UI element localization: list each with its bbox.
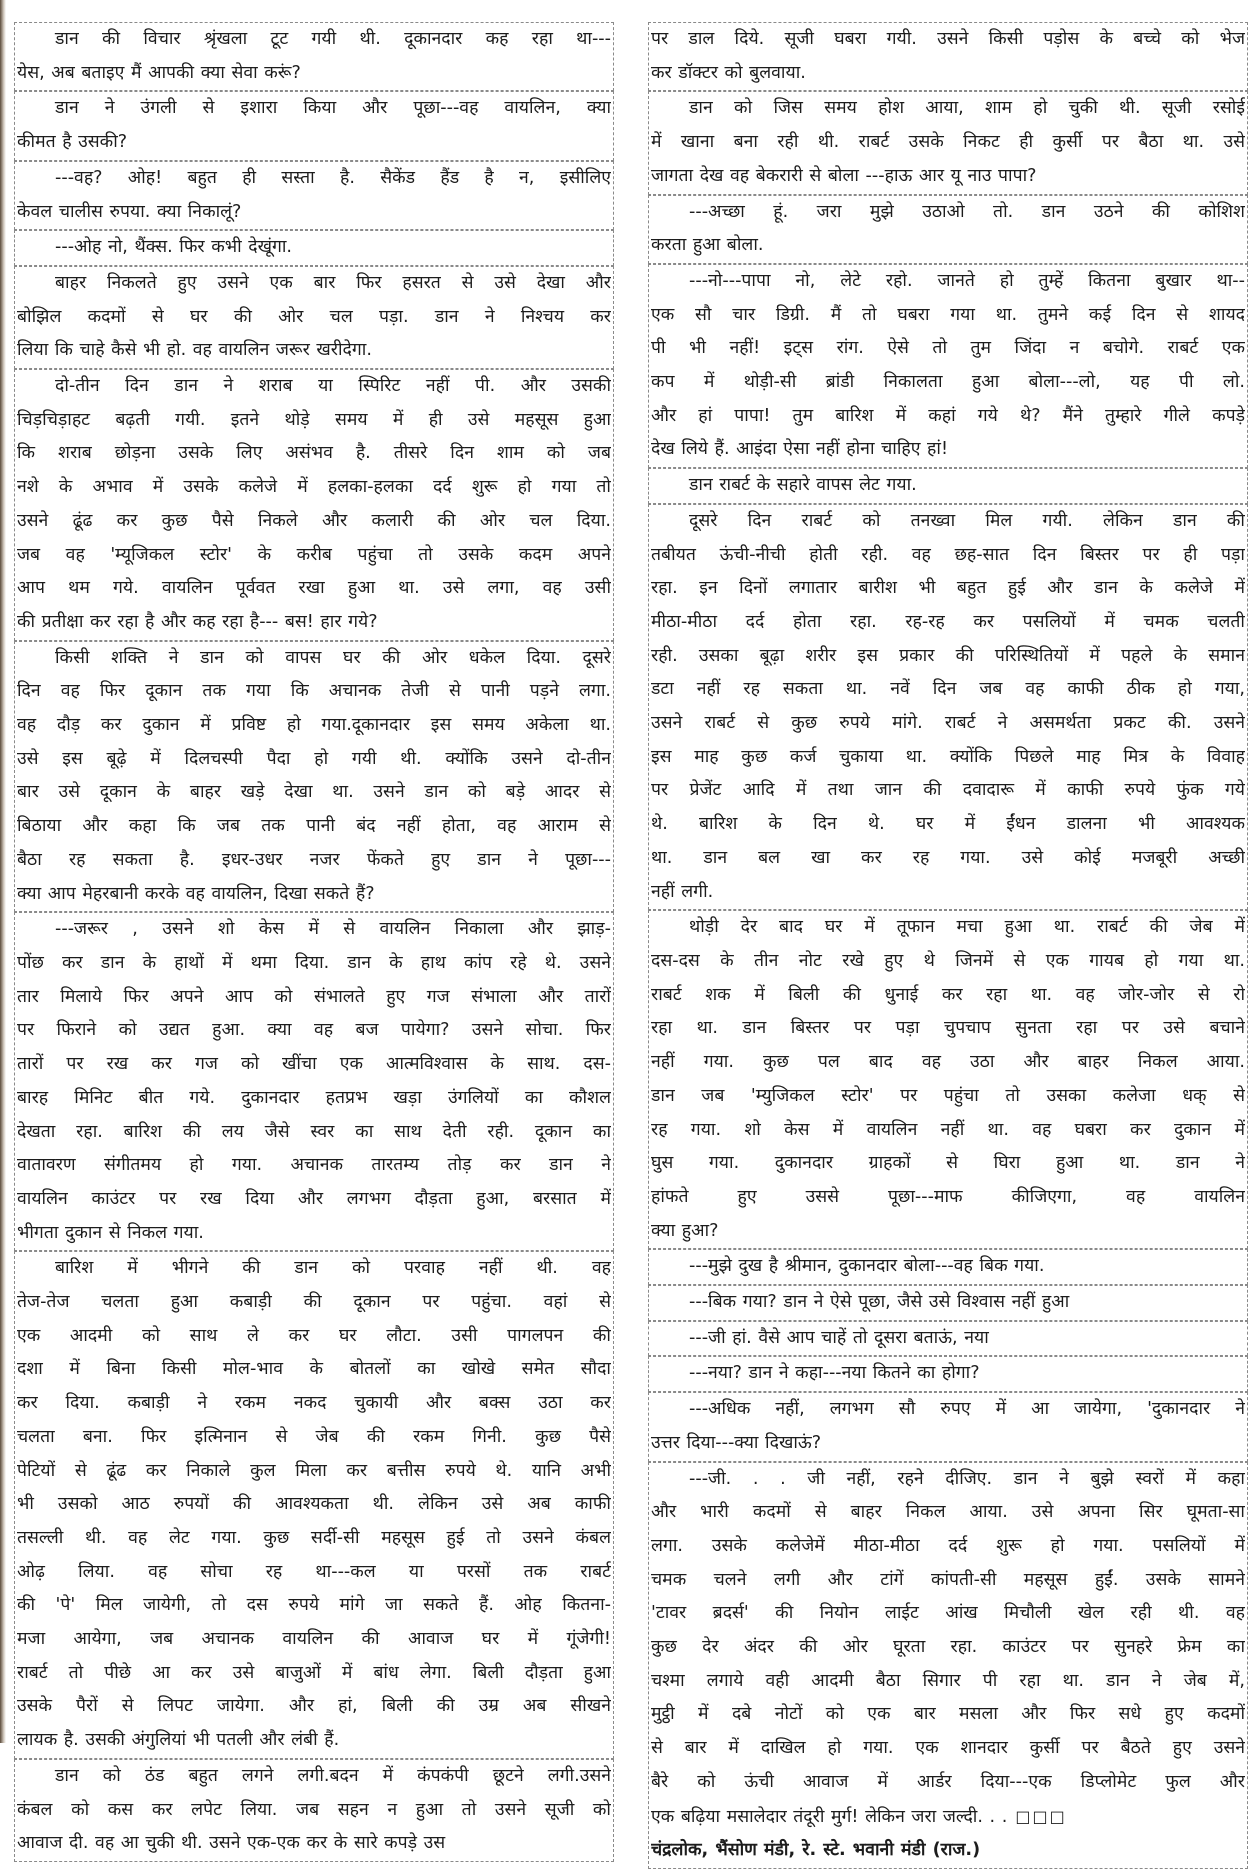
text-line: डान जब 'म्युजिकल स्टोर' पर पहुंचा तो उसका कलेजा धक् से bbox=[651, 1085, 1245, 1106]
right-column bbox=[648, 0, 1248, 1869]
text-line: लायक है. उसकी अंगुलियां भी पतली और लंबी हैं. bbox=[17, 1730, 340, 1751]
text-line: ---नया? डान ने कहा---नया कितने का होगा? bbox=[689, 1363, 980, 1384]
text-line: एक आदमी को साथ ले कर घर लौटा. उसी पागलपन की bbox=[17, 1325, 611, 1346]
text-line: कंबल को कस कर लपेट लिया. जब सहन न हुआ तो उसने सूजी को bbox=[17, 1799, 611, 1820]
text-line: बार उसे दूकान के बाहर खड़े देखा था. उसने डान को बड़े आदर से bbox=[17, 782, 611, 803]
text-line: तेज-तेज चलता हुआ कबाड़ी की दूकान पर पहुंचा. वहां से bbox=[17, 1292, 611, 1313]
text-paragraph bbox=[14, 641, 614, 913]
text-line: पर डाल दिये. सूजी घबरा गयी. उसने किसी पड़ोस के बच्चे को भेज bbox=[651, 29, 1245, 49]
text-line: डान को ठंड बहुत लगने लगी.बदन में कंपकंपी छूटने लगी.उसने bbox=[55, 1765, 611, 1786]
text-line: कर दिया. कबाड़ी ने रकम नकद चुकायी और बक्स उठा कर bbox=[17, 1393, 611, 1414]
text-line: नहीं गया. कुछ पल बाद वह उठा और बाहर निकल आया. bbox=[651, 1052, 1245, 1073]
text-line: ---जरूर , उसने शो केस में से वायलिन निकाला और झाड़- bbox=[55, 919, 611, 940]
text-line: केवल चालीस रुपया. क्या निकालूं? bbox=[17, 201, 242, 222]
text-paragraph bbox=[14, 230, 614, 266]
text-line: येस, अब बताइए मैं आपकी क्या सेवा करूं? bbox=[17, 62, 301, 83]
text-paragraph bbox=[14, 91, 614, 160]
text-paragraph bbox=[648, 91, 1248, 194]
text-paragraph bbox=[648, 264, 1248, 468]
text-line: पेटियों से ढूंढ कर निकाले कुल मिला कर बत्तीस रुपये थे. यानि अभी bbox=[17, 1460, 611, 1481]
text-paragraph bbox=[648, 504, 1248, 910]
text-line: कीमत है उसकी? bbox=[17, 132, 128, 153]
text-line: बैठा रह सकता है. इधर-उधर नजर फेंकते हुए डान ने पूछा--- bbox=[17, 849, 611, 870]
text-line: रहा. इन दिनों लगातार बारीश भी बहुत हुई और डान के कलेजे में bbox=[651, 578, 1245, 599]
text-line: राबर्ट तो पीछे आ कर उसे बाजुओं में बांध लेगा. बिली दौड़ता हुआ bbox=[17, 1662, 611, 1683]
text-line: बिठाया और कहा कि जब तक पानी बंद नहीं होता, वह आराम से bbox=[17, 816, 611, 837]
author-address: चंद्रलोक, भैंसोण मंडी, रे. स्टे. भवानी मंडी (राज.) bbox=[651, 1840, 981, 1861]
text-line: ओढ़ लिया. वह सोचा रह था---कल या परसों तक राबर्ट bbox=[17, 1561, 611, 1582]
text-line: वायलिन काउंटर पर रख दिया और लगभग दौड़ता हुआ, बरसात में bbox=[17, 1188, 611, 1209]
text-paragraph bbox=[648, 1249, 1248, 1285]
text-paragraph bbox=[14, 161, 614, 230]
text-paragraph bbox=[14, 1251, 614, 1759]
text-line: कुछ देर अंदर की ओर घूरता रहा. काउंटर पर सुनहरे फ्रेम का bbox=[651, 1637, 1245, 1658]
text-line: से बार में दाखिल हो गया. एक शानदार कुर्सी पर बैठते हुए उसने bbox=[651, 1738, 1245, 1759]
text-line: तारों पर रख कर गज को खींचा एक आत्मविश्वास के साथ. दस- bbox=[17, 1054, 611, 1075]
text-line: की प्रतीक्षा कर रहा है और कह रहा है--- बस! हार गये? bbox=[17, 611, 378, 632]
text-paragraph bbox=[648, 22, 1248, 91]
text-line: 'टावर ब्रदर्स' की नियोन लाईट आंख मिचौली खेल रही थी. वह bbox=[651, 1603, 1245, 1624]
text-line: दो-तीन दिन डान ने शराब या स्पिरिट नहीं पी. और उसकी bbox=[55, 376, 611, 397]
text-line: पर फिराने को उद्यत हुआ. क्या वह बज पायेगा? उसने सोचा. फिर bbox=[17, 1020, 611, 1041]
text-paragraph bbox=[648, 468, 1248, 504]
text-line: चलता बना. फिर इत्मिनान से जेब की रकम गिनी. कुछ पैसे bbox=[17, 1426, 611, 1447]
text-line: डान को जिस समय होश आया, शाम हो चुकी थी. सूजी रसोई bbox=[689, 98, 1245, 119]
text-line: डान की विचार श्रृंखला टूट गयी थी. दूकानदार कह रहा था--- bbox=[55, 29, 611, 49]
text-line: बोझिल कदमों से घर की ओर चल पड़ा. डान ने निश्चय कर bbox=[17, 306, 611, 327]
text-line: उत्तर दिया---क्या दिखाऊं? bbox=[651, 1432, 822, 1453]
text-line: दशा में बिना किसी मोल-भाव के बोतलों का खोखे समेत सौदा bbox=[17, 1359, 611, 1380]
text-line: उसे इस बूढ़े में दिलचस्पी पैदा हो गयी थी. क्योंकि उसने दो-तीन bbox=[17, 748, 611, 769]
text-paragraph bbox=[648, 910, 1248, 1249]
text-line: चमक चलने लगी और टांगें कांपती-सी महसूस हुईं. उसके सामने bbox=[651, 1569, 1245, 1590]
text-line: कप में थोड़ी-सी ब्रांडी निकालता हुआ बोला---लो, यह पी लो. bbox=[651, 372, 1245, 393]
text-line: देखता रहा. बारिश की लय जैसे स्वर का साथ देती रही. दूकान का bbox=[17, 1121, 611, 1142]
text-line: मुट्ठी में दबे नोटों को एक बार मसला और फिर सधे हुए कदमों bbox=[651, 1704, 1245, 1725]
text-line: डटा नहीं रह सकता था. नवें दिन जब वह काफी ठीक हो गया, bbox=[651, 679, 1245, 700]
text-paragraph bbox=[648, 1392, 1248, 1461]
text-line: भी उसको आठ रुपयों की आवश्यकता थी. लेकिन उसे अब काफी bbox=[17, 1494, 611, 1515]
text-line: जागता देख वह बेकरारी से बोला ---हाऊ आर यू नाउ पापा? bbox=[651, 165, 1037, 186]
text-line: चिड़चिड़ाहट बढ़ती गयी. इतने थोड़े समय में ही उसे महसूस हुआ bbox=[17, 409, 611, 430]
text-line: लगा. उसके कलेजेमें मीठा-मीठा दर्द शुरू हो गया. पसलियों में bbox=[651, 1535, 1245, 1556]
text-line: में खाना बना रही थी. राबर्ट उसके निकट ही कुर्सी पर बैठा था. उसे bbox=[651, 132, 1245, 153]
text-line: रह गया. शो केस में वायलिन नहीं था. वह घबरा कर दुकान में bbox=[651, 1119, 1245, 1140]
end-mark: □□□ bbox=[1007, 1806, 1067, 1826]
text-paragraph bbox=[648, 1321, 1248, 1357]
text-paragraph bbox=[648, 195, 1248, 264]
text-line: तसल्ली थी. वह लेट गया. कुछ सर्दी-सी महसूस हुई तो उसने कंबल bbox=[17, 1527, 611, 1548]
text-line: कि शराब छोड़ना उसके लिए असंभव है. तीसरे दिन शाम को जब bbox=[17, 443, 611, 464]
text-line: आवाज दी. वह आ चुकी थी. उसने एक-एक कर के सारे कपड़े उस bbox=[17, 1833, 446, 1854]
text-line: डान ने उंगली से इशारा किया और पूछा---वह वायलिन, क्या bbox=[55, 98, 611, 119]
text-line: वातावरण संगीतमय हो गया. अचानक तारतम्य तोड़ कर डान ने bbox=[17, 1155, 611, 1176]
text-line: ---जी. . . जी नहीं, रहने दीजिए. डान ने बुझे स्वरों में कहा bbox=[689, 1468, 1245, 1489]
text-line: था. डान बल खा कर रह गया. उसे कोई मजबूरी अच्छी bbox=[651, 847, 1245, 868]
text-line: बैरे को ऊंची आवाज में आर्डर दिया---एक डिप्लोमेट फुल और bbox=[651, 1771, 1245, 1792]
text-line: घुस गया. दुकानदार ग्राहकों से घिरा हुआ था. डान ने bbox=[651, 1153, 1245, 1174]
text-line: भीगता दुकान से निकल गया. bbox=[17, 1222, 204, 1243]
text-line: ---बिक गया? डान ने ऐसे पूछा, जैसे उसे विश्वास नहीं हुआ bbox=[689, 1292, 1070, 1313]
text-paragraph bbox=[14, 912, 614, 1251]
text-line: मीठा-मीठा दर्द होता रहा. रह-रह कर पसलियों में चमक चलती bbox=[651, 611, 1245, 632]
text-line: पोंछ कर डान के हाथों में थमा दिया. डान के हाथ कांप रहे थे. उसने bbox=[17, 952, 611, 973]
text-line: दस-दस के तीन नोट रखे हुए थे जिनमें से एक गायब हो गया था. bbox=[651, 950, 1245, 971]
text-line: आप थम गये. वायलिन पूर्ववत रखा हुआ था. उसे लगा, वह उसी bbox=[17, 578, 611, 599]
text-line: वह दौड़ कर दुकान में प्रविष्ट हो गया.दूकानदार इस समय अकेला था. bbox=[17, 715, 611, 736]
text-paragraph bbox=[14, 266, 614, 369]
text-line: इस माह कुछ कर्ज चुकाया था. क्योंकि पिछले माह मित्र के विवाह bbox=[651, 746, 1245, 767]
text-paragraph bbox=[648, 1462, 1248, 1869]
text-line: थे. बारिश के दिन थे. घर में ईंधन डालना भी आवश्यक bbox=[651, 814, 1245, 835]
text-line: राबर्ट शक में बिली की धुनाई कर रहा था. वह जोर-जोर से रो bbox=[651, 984, 1245, 1005]
text-line: नशे के अभाव में उसके कलेजे में हलका-हलका दर्द शुरू हो गया तो bbox=[17, 477, 611, 498]
text-line: हांफते हुए उससे पूछा---माफ कीजिएगा, वह वायलिन bbox=[651, 1186, 1245, 1207]
text-line: ---वह? ओह! बहुत ही सस्ता है. सैकेंड हैंड है न, इसीलिए bbox=[55, 167, 611, 188]
text-line: ---अधिक नहीं, लगभग सौ रुपए में आ जायेगा, 'दुकानदार ने bbox=[689, 1399, 1245, 1420]
text-line: करता हुआ बोला. bbox=[651, 235, 764, 256]
text-paragraph bbox=[648, 1285, 1248, 1321]
text-line: उसने राबर्ट से कुछ रुपये मांगे. राबर्ट ने असमर्थता प्रकट की. उसने bbox=[651, 713, 1245, 734]
text-paragraph bbox=[648, 1356, 1248, 1392]
text-line: ---नो---पापा नो, लेटे रहो. जानते हो तुम्हें कितना बुखार था-- bbox=[689, 270, 1245, 291]
text-line: रही. उसका बूढ़ा शरीर इस प्रकार की परिस्थितियों में पहले के समान bbox=[651, 645, 1245, 666]
text-line: बाहर निकलते हुए उसने एक बार फिर हसरत से उसे देखा और bbox=[55, 272, 611, 293]
text-line: देख लिये हैं. आइंदा ऐसा नहीं होना चाहिए हां! bbox=[651, 439, 948, 460]
text-line: क्या आप मेहरबानी करके वह वायलिन, दिखा सकते हैं? bbox=[17, 883, 375, 904]
text-line: बारिश में भीगने की डान को परवाह नहीं थी. वह bbox=[55, 1258, 611, 1279]
text-line: क्या हुआ? bbox=[651, 1220, 719, 1241]
text-line: चश्मा लगाये वही आदमी बैठा सिगार पी रहा था. डान ने जेब में, bbox=[651, 1670, 1245, 1691]
text-line: मजा आयेगा, जब अचानक वायलिन की आवाज घर में गूंजेगी! bbox=[17, 1629, 611, 1650]
text-paragraph bbox=[14, 22, 614, 91]
text-line: उसने ढूंढ कर कुछ पैसे निकले और कलारी की ओर चल दिया. bbox=[17, 510, 611, 531]
text-line: दिन वह फिर दूकान तक गया कि अचानक तेजी से पानी पड़ने लगा. bbox=[17, 681, 611, 702]
text-line: दूसरे दिन राबर्ट को तनख्वा मिल गयी. लेकिन डान की bbox=[689, 510, 1245, 531]
text-paragraph bbox=[14, 1759, 614, 1862]
text-line: ---जी हां. वैसे आप चाहें तो दूसरा बताऊं, नया bbox=[689, 1327, 989, 1348]
text-line: ---ओह नो, थैंक्स. फिर कभी देखूंगा. bbox=[55, 237, 293, 258]
text-line: लिया कि चाहे कैसे भी हो. वह वायलिन जरूर खरीदेगा. bbox=[17, 340, 372, 361]
text-line: उसके पैरों से लिपट जायेगा. और हां, बिली की उम्र अब सीखने bbox=[17, 1696, 611, 1717]
text-line: पर प्रेजेंट आदि में तथा जान की दवादारू में काफी रुपये फुंक गये bbox=[651, 780, 1245, 801]
text-line: और हां पापा! तुम बारिश में कहां गये थे? मैंने तुम्हारे गीले कपड़े bbox=[651, 405, 1245, 426]
text-line: बारह मिनिट बीत गये. दुकानदार हतप्रभ खड़ा उंगलियों का कौशल bbox=[17, 1087, 611, 1108]
text-line: तार मिलाये फिर अपने आप को संभालते हुए गज संभाला और तारों bbox=[17, 986, 611, 1007]
left-column bbox=[14, 0, 614, 1862]
text-line: डान राबर्ट के सहारे वापस लेट गया. bbox=[689, 475, 917, 496]
text-line: ---मुझे दुख है श्रीमान, दुकानदार बोला---वह बिक गया. bbox=[689, 1256, 1045, 1277]
text-line: एक बढ़िया मसालेदार तंदूरी मुर्ग! लेकिन जरा जल्दी. . . □□□ bbox=[651, 1806, 1067, 1827]
text-line: तबीयत ऊंची-नीची होती रही. वह छह-सात दिन बिस्तर पर ही पड़ा bbox=[651, 544, 1245, 565]
text-line: की 'पे' मिल जायेगी, तो दस रुपये मांगे जा सकते हैं. ओह कितना- bbox=[17, 1595, 611, 1616]
text-paragraph bbox=[14, 369, 614, 641]
text-line: एक सौ चार डिग्री. मैं तो घबरा गया था. तुमने कई दिन से शायद bbox=[651, 304, 1245, 325]
text-line: ---अच्छा हूं. जरा मुझे उठाओ तो. डान उठने की कोशिश bbox=[689, 201, 1245, 222]
text-line: जब वह 'म्यूजिकल स्टोर' के करीब पहुंचा तो उसके कदम अपने bbox=[17, 544, 611, 565]
text-line: किसी शक्ति ने डान को वापस घर की ओर धकेल दिया. दूसरे bbox=[55, 647, 611, 668]
text-line: नहीं लगी. bbox=[651, 881, 714, 902]
text-line: कर डॉक्टर को बुलवाया. bbox=[651, 62, 806, 83]
text-line: पी भी नहीं! इट्स रांग. ऐसे तो तुम जिंदा न बचोगे. राबर्ट एक bbox=[651, 338, 1245, 359]
text-line: रहा था. डान बिस्तर पर पड़ा चुपचाप सुनता रहा पर उसे बचाने bbox=[651, 1018, 1245, 1039]
scan-edge bbox=[0, 0, 6, 1743]
text-line: और भारी कदमों से बाहर निकल आया. उसे अपना सिर घूमता-सा bbox=[651, 1502, 1245, 1523]
text-line: थोड़ी देर बाद घर में तूफान मचा हुआ था. राबर्ट की जेब में bbox=[689, 917, 1245, 938]
